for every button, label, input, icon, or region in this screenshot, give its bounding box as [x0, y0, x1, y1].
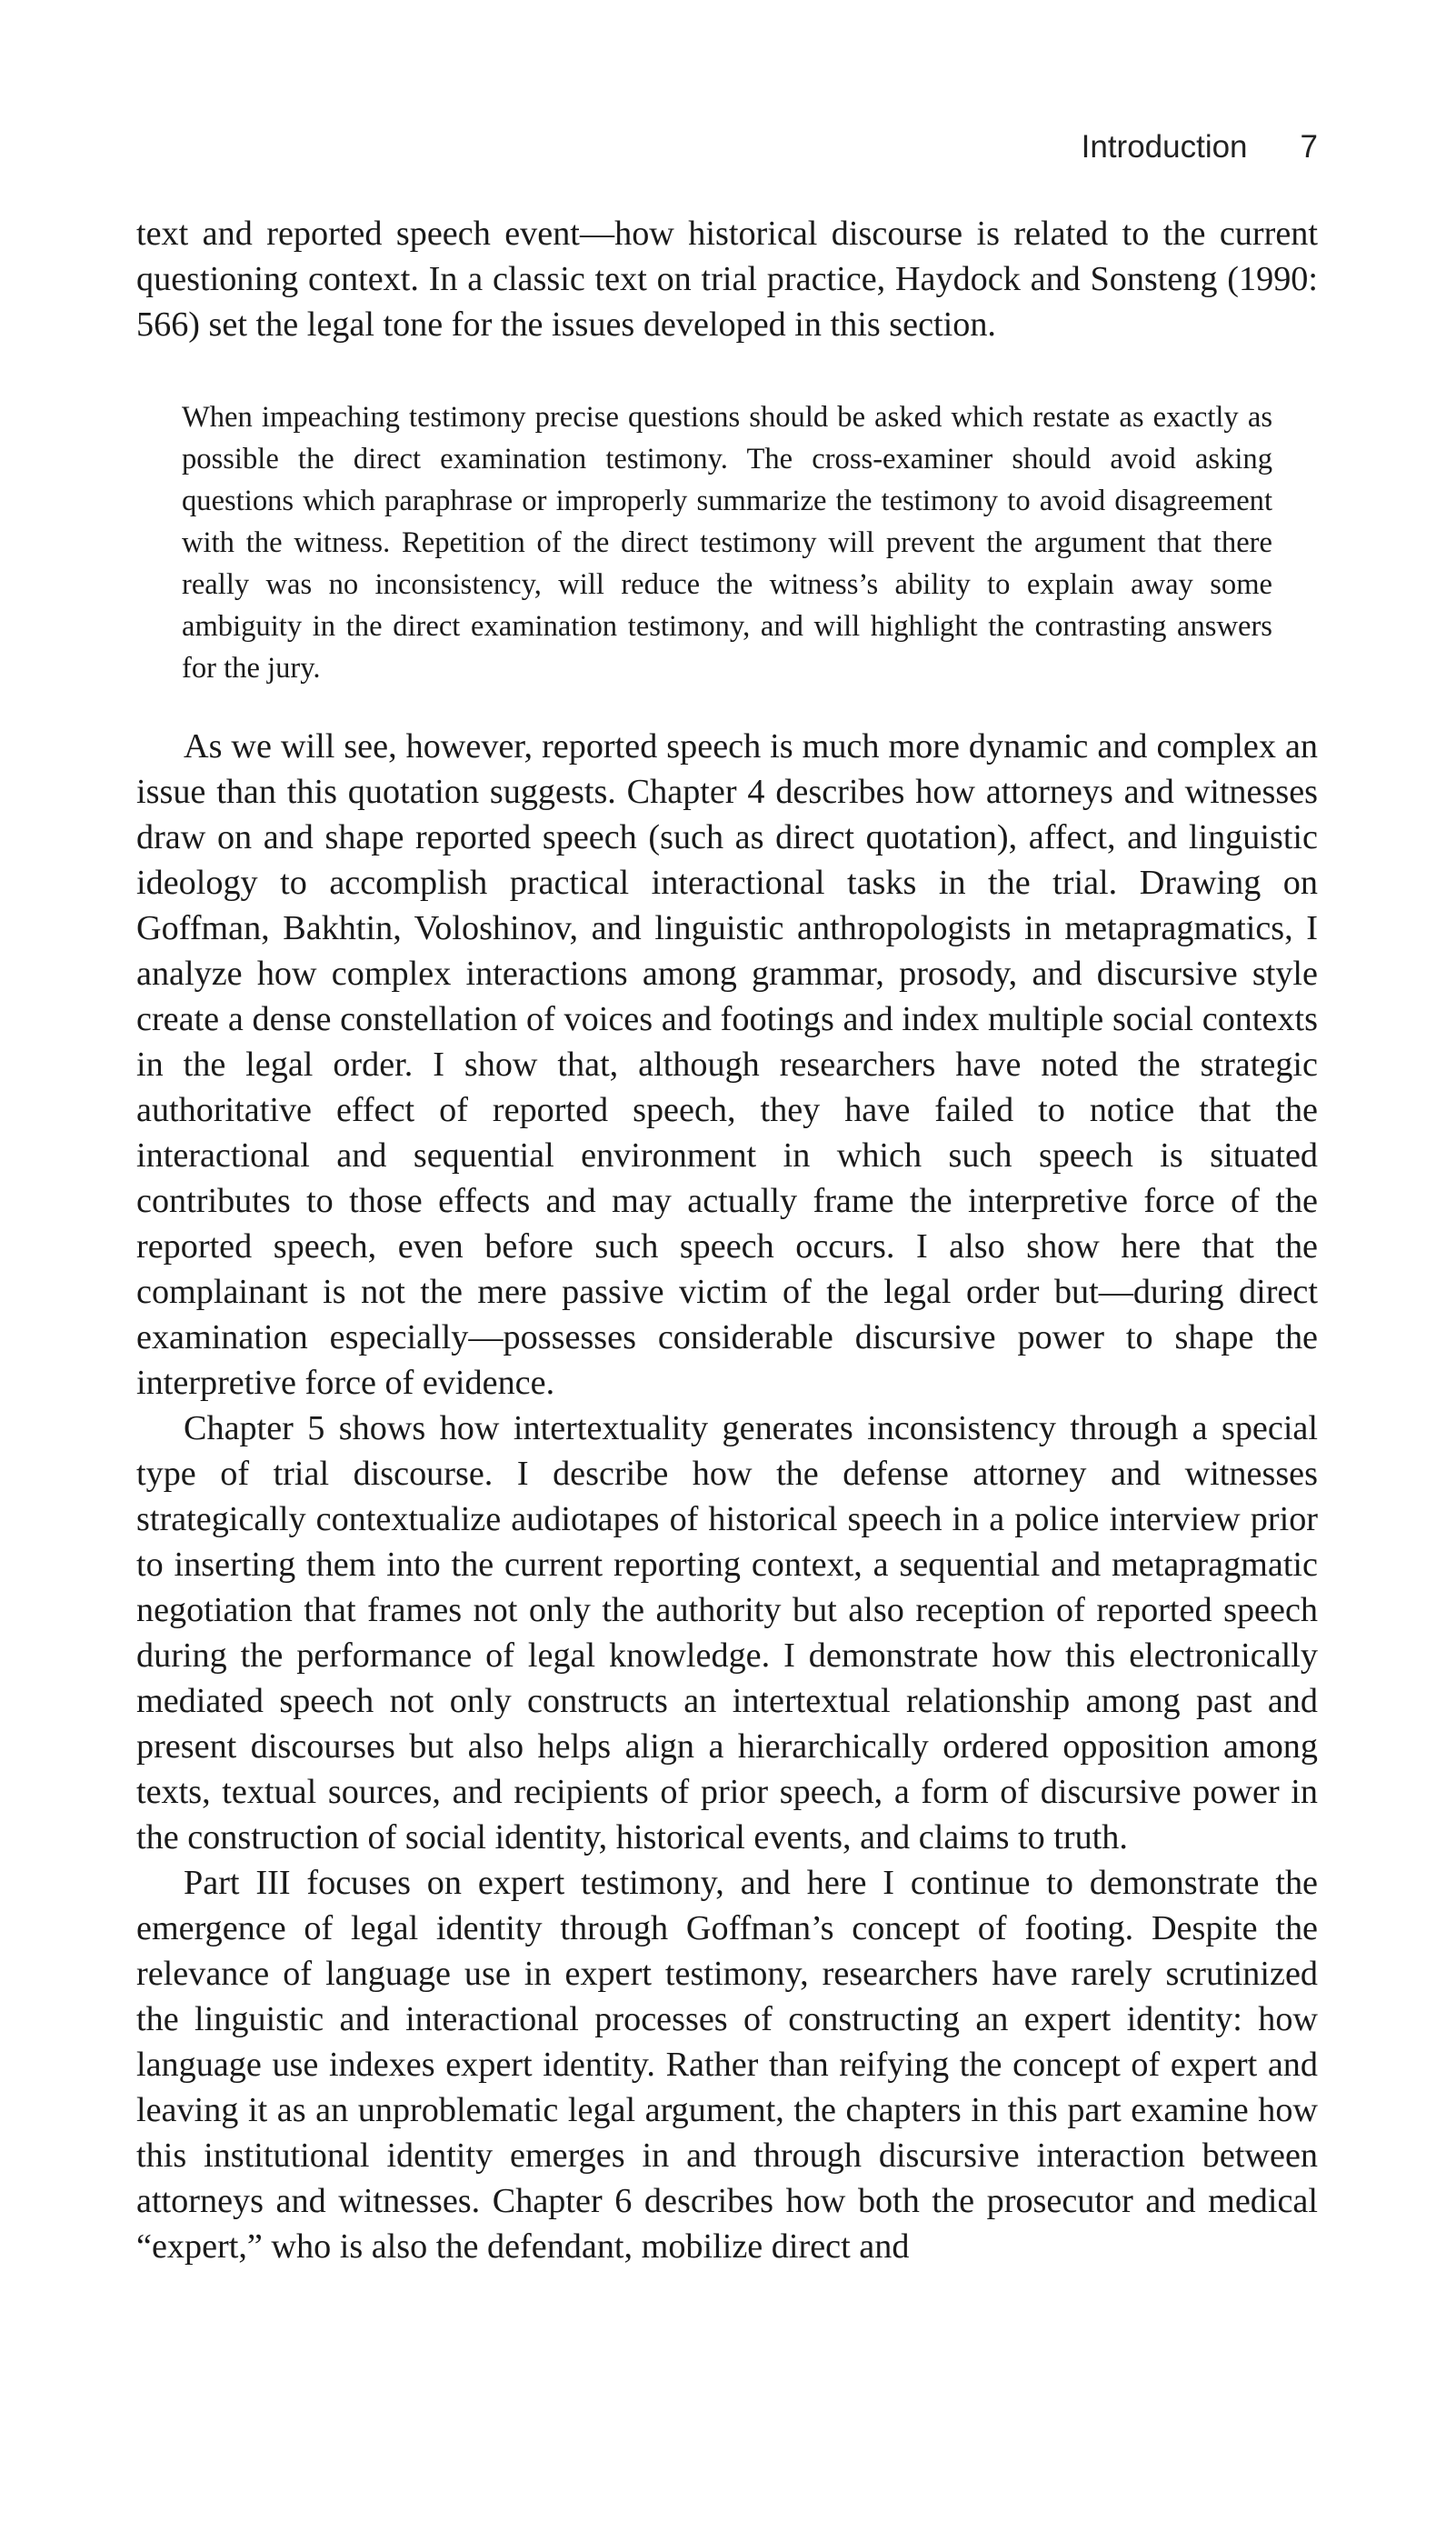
block-quotation [182, 396, 1272, 689]
body-paragraphs [136, 724, 1318, 2269]
page-number: 7 [1300, 129, 1318, 165]
opening-paragraph: text and reported speech event—how historical discourse is related to the current questioning context. In a classic text on trial practice, Haydock and Sonsteng (1990: 566) set the legal tone for the issues developed in this section. [136, 215, 1318, 344]
paragraph-part-3: Part III focuses on expert testimony, and here I continue to demonstrate the emergence of legal identity through Goffman’s concept of footing. Despite the relevance of language use in expert testimony, researchers have rarely scrutinized the linguistic and interactional processes of constructing an expert identity: how language use indexes expert identity. Rather than reifying the concept of expert and leaving it as an unproblematic legal argument, the chapters in this part examine how this institutional identity emerges in and through discursive interaction between attorneys and witnesses. Chapter 6 describes how both the prosecutor and medical “expert,” who is also the defendant, mobilize direct and [136, 1864, 1318, 2266]
opening-paragraph-block [136, 211, 1318, 347]
running-head-title: Introduction [1081, 129, 1248, 165]
quotation-text: When impeaching testimony precise questions should be asked which restate as exactly as possible the direct examination testimony. The cross-examiner should avoid asking questions which paraphrase or improperly summarize the testimony to avoid disagreement with the witness. Repetition of the direct testimony will prevent the argument that there really was no inconsistency, will reduce the witness’s ability to explain away some ambiguity in the direct examination testimony, and will highlight the contrasting answers for the jury. [182, 401, 1272, 685]
paragraph-chapter-4: As we will see, however, reported speech is much more dynamic and complex an issue than this quotation suggests. Chapter 4 describes how attorneys and witnesses draw on and shape reported speech (such as direct quotation), affect, and linguistic ideology to accomplish practical interactional tasks in the trial. Drawing on Goffman, Bakhtin, Voloshinov, and linguistic anthropologists in metapragmatics, I analyze how complex interactions among grammar, prosody, and discursive style create a dense constellation of voices and footings and index multiple social contexts in the legal order. I show that, although researchers have noted the strategic authoritative effect of reported speech, they have failed to notice that the interactional and sequential environment in which such speech is situated contributes to those effects and may actually frame the interpretive force of the reported speech, even before such speech occurs. I also show here that the complainant is not the mere passive victim of the legal order but—during direct examination especially—possesses considerable discursive power to shape the interpretive force of evidence. [136, 727, 1318, 1402]
running-head [1000, 129, 1318, 165]
paragraph-chapter-5: Chapter 5 shows how intertextuality generates inconsistency through a special type of trial discourse. I describe how the defense attorney and witnesses strategically contextualize audiotapes of historical speech in a police interview prior to inserting them into the current reporting context, a sequential and metapragmatic negotiation that frames not only the authority but also reception of reported speech during the performance of legal knowledge. I demonstrate how this electronically mediated speech not only constructs an intertextual relationship among past and present discourses but also helps align a hierarchically ordered opposition among texts, textual sources, and recipients of prior speech, a form of discursive power in the construction of social identity, historical events, and claims to truth. [136, 1409, 1318, 1856]
